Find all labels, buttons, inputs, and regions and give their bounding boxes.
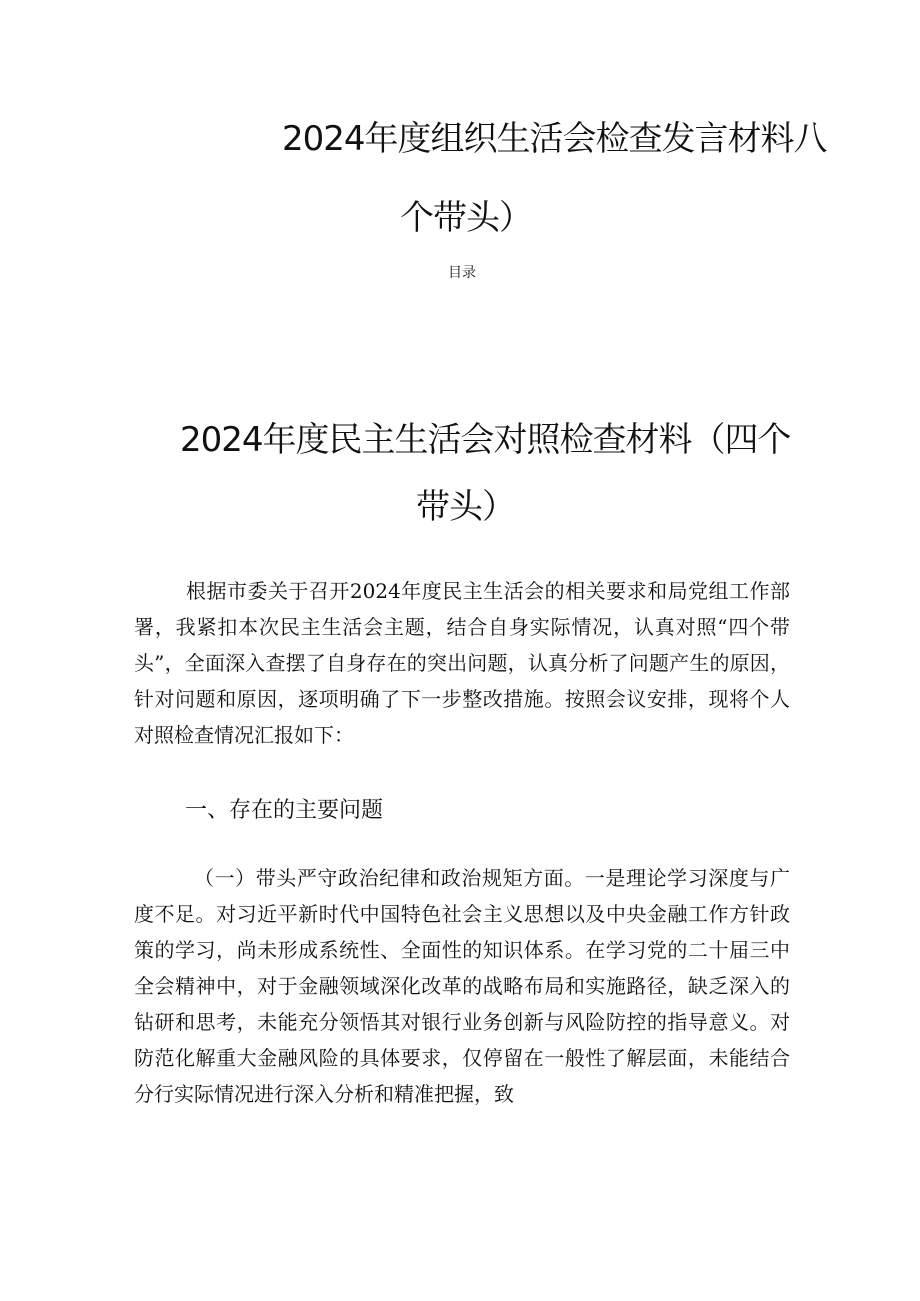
toc-label: 目录 bbox=[448, 265, 476, 281]
document-title-line-2: 个带头） bbox=[400, 198, 532, 238]
section-title-line-2: 带头） bbox=[416, 487, 515, 527]
section-title-line-1: 2024年度民主生活会对照检查材料（四个 bbox=[180, 420, 791, 460]
intro-paragraph: 根据市委关于召开2024年度民主生活会的相关要求和局党组工作部署，我紧扣本次民主生活会主题，结合自身实际情况，认真对照“四个带头”，全面深入查摆了自身存在的突出问题，认真分析了问题产生的原因，针对问题和原因，逐项明确了下一步整改措施。按照会议安排，现将个人对照检查情况汇报如下： bbox=[134, 579, 790, 747]
document-title-line-1: 2024年度组织生活会检查发言材料八 bbox=[282, 119, 827, 159]
section-heading-problems: 一、存在的主要问题 bbox=[185, 798, 384, 823]
body-paragraph-1: （一）带头严守政治纪律和政治规矩方面。一是理论学习深度与广度不足。对习近平新时代中国特色社会主义思想以及中央金融工作方针政策的学习，尚未形成系统性、全面性的知识体系。在学习党的二十届三中全会精神中，对于金融领域深化改革的战略布局和实施路径，缺乏深入的钻研和思考，未能充分领悟其对银行业务创新与风险防控的指导意义。对防范化解重大金融风险的具体要求，仅停留在一般性了解层面，未能结合分行实际情况进行深入分析和精准把握，致 bbox=[134, 866, 790, 1106]
